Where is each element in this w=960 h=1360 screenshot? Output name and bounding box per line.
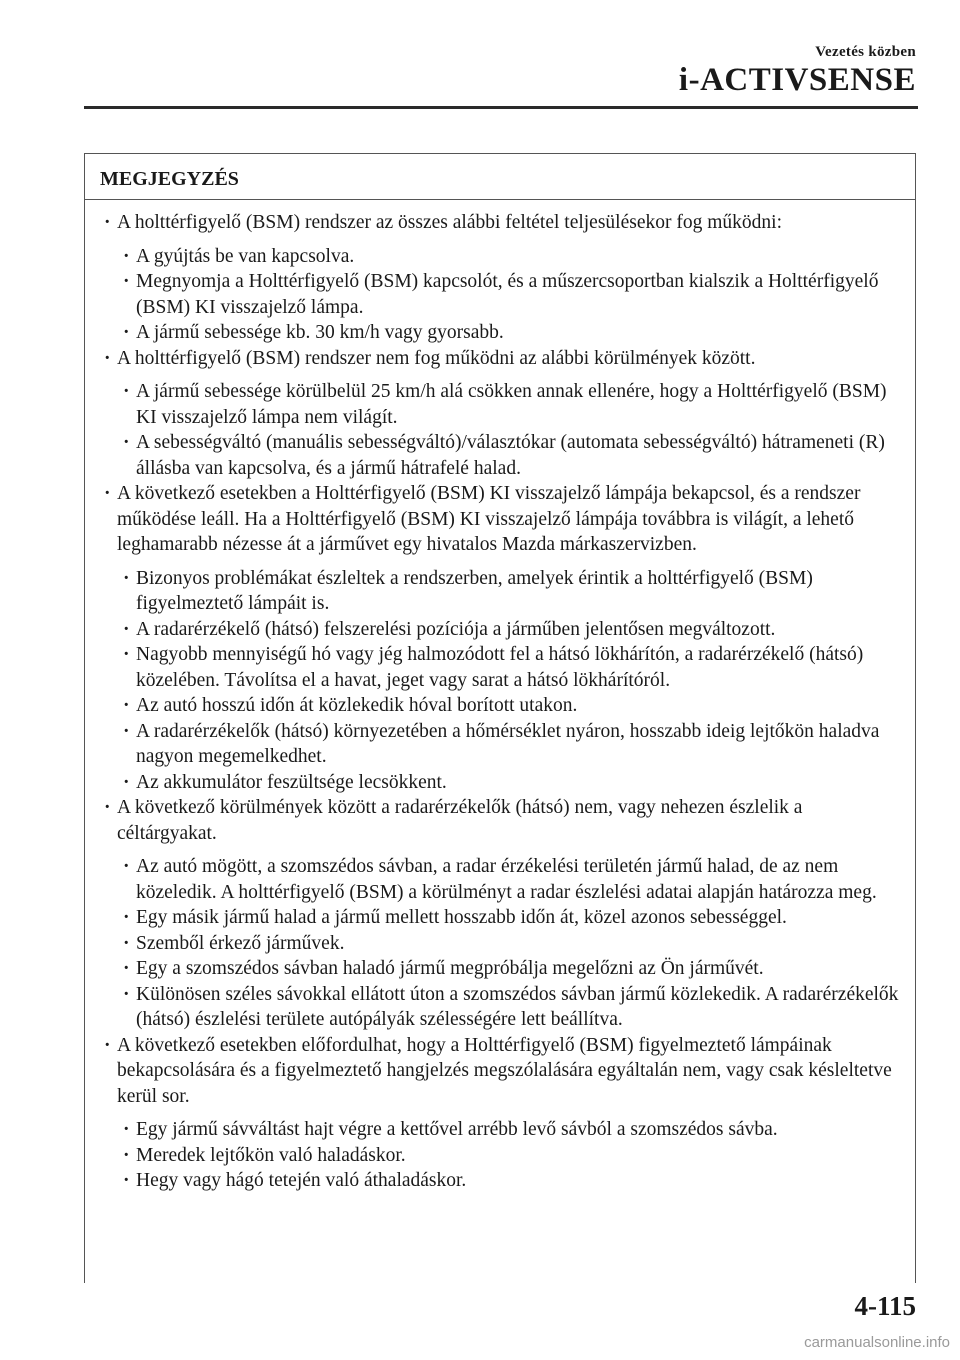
- note-body: [85, 200, 915, 1194]
- note-subitem: · Megnyomja a Holttérfigyelő (BSM) kapcsolót, és a műszercsoportban kialszik a Holttérfigyelő (BSM) KI visszajelző lámpa.: [85, 269, 915, 320]
- note-subitem: · Nagyobb mennyiségű hó vagy jég halmozódott fel a hátsó lökhárítón, a radarérzékelő (hátsó) közelében. Távolítsa el a havat, jeget vagy sarat a hátsó lökhárítóról.: [85, 642, 915, 693]
- note-sublist: [85, 558, 915, 796]
- note-subitem: · Egy a szomszédos sávban haladó jármű megpróbálja megelőzni az Ön járművét.: [85, 956, 915, 982]
- note-subitem: · Az autó mögött, a szomszédos sávban, a radar érzékelési területén jármű halad, de az nem közeledik. A holttérfigyelő (BSM) a körülményt a radar észlelési adatai alapján határozza meg.: [85, 854, 915, 905]
- note-subitem: · A gyújtás be van kapcsolva.: [85, 244, 915, 270]
- note-sublist: [85, 846, 915, 1033]
- note-subitem: · A jármű sebessége kb. 30 km/h vagy gyorsabb.: [85, 320, 915, 346]
- note-item: · A holttérfigyelő (BSM) rendszer az összes alábbi feltétel teljesülésekor fog működni:: [85, 210, 915, 236]
- note-sublist: [85, 1109, 915, 1194]
- note-subitem: · A jármű sebessége körülbelül 25 km/h alá csökken annak ellenére, hogy a Holttérfigyelő (BSM) KI visszajelző lámpa nem világít.: [85, 379, 915, 430]
- note-subitem: · A radarérzékelők (hátsó) környezetében a hőmérséklet nyáron, hosszabb ideig lejtőkön haladva nagyon megemelkedhet.: [85, 719, 915, 770]
- note-heading: MEGJEGYZÉS: [85, 154, 915, 200]
- note-item: · A következő körülmények között a radarérzékelők (hátsó) nem, vagy nehezen észlelik a céltárgyakat.: [85, 795, 915, 846]
- note-sublist: [85, 371, 915, 481]
- page-number: 4-115: [854, 1291, 916, 1321]
- note-subitem: · Bizonyos problémákat észleltek a rendszerben, amelyek érintik a holttérfigyelő (BSM) figyelmeztető lámpáit is.: [85, 566, 915, 617]
- note-sublist: [85, 236, 915, 346]
- note-subitem: · A radarérzékelő (hátsó) felszerelési pozíciója a járműben jelentősen megváltozott.: [85, 617, 915, 643]
- note-subitem: · Az akkumulátor feszültsége lecsökkent.: [85, 770, 915, 796]
- note-subitem: · Különösen széles sávokkal ellátott úton a szomszédos sávban jármű közlekedik. A radarérzékelők (hátsó) észlelési területe autópályák szélességére lett beállítva.: [85, 982, 915, 1033]
- note-subitem: · Hegy vagy hágó tetején való áthaladáskor.: [85, 1168, 915, 1194]
- note-item: · A holttérfigyelő (BSM) rendszer nem fog működni az alábbi körülmények között.: [85, 346, 915, 372]
- note-item: · A következő esetekben előfordulhat, hogy a Holttérfigyelő (BSM) figyelmeztető lámpáinak bekapcsolására és a figyelmeztető hangjelzés megszólalására egyáltalán nem, vagy csak késleltetve kerül sor.: [85, 1033, 915, 1110]
- note-subitem: · Az autó hosszú időn át közlekedik hóval borított utakon.: [85, 693, 915, 719]
- watermark: carmanualsonline.info: [804, 1334, 950, 1351]
- note-subitem: · Egy jármű sávváltást hajt végre a kettővel arrébb levő sávból a szomszédos sávba.: [85, 1117, 915, 1143]
- header-title: i-ACTIVSENSE: [678, 62, 916, 98]
- header-subtitle: Vezetés közben: [815, 44, 916, 60]
- note-subitem: · A sebességváltó (manuális sebességváltó)/választókar (automata sebességváltó) hátrameneti (R) állásba van kapcsolva, és a jármű hátrafelé halad.: [85, 430, 915, 481]
- header-rule: [84, 106, 918, 109]
- note-subitem: · Meredek lejtőkön való haladáskor.: [85, 1143, 915, 1169]
- note-subitem: · Szemből érkező járművek.: [85, 931, 915, 957]
- note-subitem: · Egy másik jármű halad a jármű mellett hosszabb időn át, közel azonos sebességgel.: [85, 905, 915, 931]
- note-item: · A következő esetekben a Holttérfigyelő (BSM) KI visszajelző lámpája bekapcsol, és a rendszer működése leáll. Ha a Holttérfigyelő (BSM) KI visszajelző lámpája továbbra is világít, a lehető leghamarabb nézesse át a járművet egy hivatalos Mazda márkaszervizben.: [85, 481, 915, 558]
- note-box: [84, 153, 916, 1283]
